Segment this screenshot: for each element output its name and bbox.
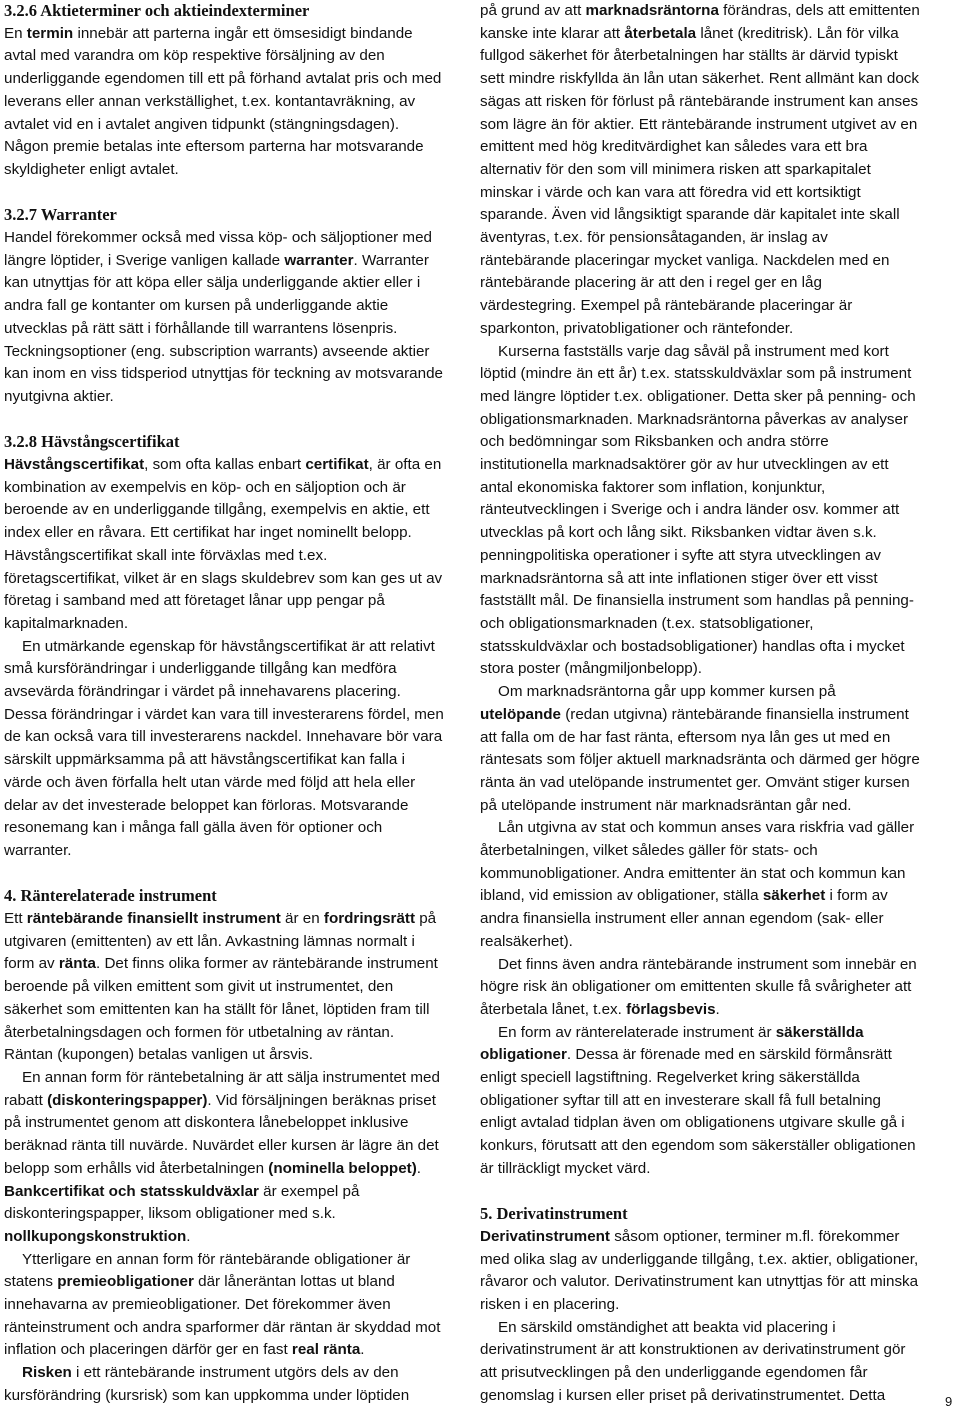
paragraph: Kurserna fastställs varje dag såväl på instrument med kort löptid (mindre än ett år) t.ex. statsskuldväxlar som på instrument med längre löptider t.ex. obligationer. Detta sker på penning- och obligationsmarknaden. Marknadsräntorna påverkas av analyser och bedömningar som Riksbanken och andra större institutionella marknadsaktörer gör av hur utvecklingen av ett antal ekonomiska faktorer som inflation, konjunktur, ränteutvecklingen i Sverige och i andra länder osv. kommer att utvecklas på kort och lång sikt. Riksbanken vidtar även s.k. penningpolitiska operationer i syfte att styra utvecklingen av marknadsräntorna så att inte inflationen stiger över ett visst fastställt mål. De finansiella instrument som handlas på penning- och obligationsmarknaden (t.ex. statsobligationer, statsskuldväxlar och bostadsobligationer) handlas ofta i mycket stora poster (mångmiljonbelopp). xyxy=(480,342,916,678)
bold-term: Hävstångscertifikat xyxy=(4,456,145,474)
right-column xyxy=(480,0,920,1408)
paragraph: En form av ränterelaterade instrument är säkerställda obligationer. Dessa är förenade med en särskild förmånsrätt enligt speciell lagstiftning. Regelverket kring säkerställda obligationer syftar till att en investerare skall få full betalning enligt avtalad tidplan även om obligationens utgivare skulle gå i konkurs, förutsatt att den egendom som säkerställer obligationen är tillräckligt mycket värd. xyxy=(480,1023,916,1177)
bold-term: (diskonteringspapper) xyxy=(47,1091,208,1109)
bold-term: real ränta xyxy=(291,1341,361,1359)
bold-term: (nominella beloppet) xyxy=(268,1159,417,1177)
paragraph: Hävstångscertifikat, som ofta kallas enbart certifikat, är ofta en kombination av exempelvis en köp- och en säljoption och är beroende av en underliggande tillgång, exempelvis en aktie, ett index eller en råvara. Ett certifikat har inget nominellt belopp. Hävstångscertifikat skall inte förväxlas med t.ex. företagscertifikat, vilket är en slags skuldebrev som kan ges ut av företag i samband med att företaget lånar upp pengar på kapitalmarknaden. xyxy=(4,456,443,632)
bold-term: säkerhet xyxy=(762,887,826,905)
bold-term: Bankcertifikat och statsskuldväxlar xyxy=(4,1182,259,1200)
bold-term: utelöpande xyxy=(480,705,562,723)
heading-3-2-8: 3.2.8 Hävstångscertifikat xyxy=(4,432,180,452)
bold-term: Derivatinstrument xyxy=(480,1227,610,1245)
paragraph: En utmärkande egenskap för hävstångscertifikat är att relativt små kursförändringar i underliggande tillgång kan medföra avsevärda förändringar i värdet på innehavarens placering. Dessa förändringar i värdet kan vara till investerarens fördel, men de kan också vara till investerarens nackdel. Innehavare bör vara särskilt uppmärksamma på att hävstångscertifikat kan falla i värde och även förfalla helt utan värde med följd att hela eller delar av det investerade beloppet kan förloras. Motsvarande resonemang kan i många fall gälla även för optioner och warranter. xyxy=(4,637,444,859)
bold-term: ränta xyxy=(58,955,96,973)
bold-term: termin xyxy=(26,24,74,42)
bold-term: återbetala xyxy=(624,24,697,42)
paragraph: Derivatinstrument såsom optioner, terminer m.fl. förekommer med olika slag av underliggande tillgång, t.ex. aktier, obligationer, råvaror och valutor. Derivatinstrument kan utnyttjas för att minska risken i en placering. xyxy=(480,1227,919,1314)
heading-4: 4. Ränterelaterade instrument xyxy=(4,886,217,906)
paragraph: En termin innebär att parterna ingår ett ömsesidigt bindande avtal med varandra om köp respektive försäljning av den underliggande egendomen till ett på förhand avtalat pris och med leverans eller annan verkställighet, t.ex. kontantavräkning, av avtalet vid en i avtalet angiven tidpunkt (stängningsdagen). Någon premie betalas inte eftersom parterna har motsvarande skyldigheter enligt avtalet. xyxy=(4,24,442,178)
bold-term: marknadsräntorna xyxy=(585,2,719,19)
bold-term: säkerställda obligationer xyxy=(480,1023,864,1064)
heading-3-2-6: 3.2.6 Aktieterminer och aktieindexterminer xyxy=(4,1,310,20)
paragraph: på grund av att marknadsräntorna förändras, dels att emittenten kanske inte klarar att återbetala lånet (kreditrisk). Lån för vilka fullgod säkerhet för återbetalningen har ställts är därvid typiskt sett mindre riskfyllda än lån utan säkerhet. Rent allmänt kan dock sägas att risken för förlust på räntebärande instrument kan anses som lägre än för aktier. Ett räntebärande instrument utgivet av en emittent med hög kreditvärdighet kan således vara ett bra alternativ för den som vill minimera risken att sparkapitalet minskar i värde och kan vara att föredra vid ett kortsiktigt sparande. Även vid långsiktigt sparande där kapitalet inte skall äventyras, t.ex. för pensionsåtaganden, är inslag av räntebärande placeringar mycket vanliga. Nackdelen med en räntebärande placering är att den i regel ger en låg värdestegring. Exempel på räntebärande placeringar är sparkonton, privatobligationer och räntefonder. xyxy=(480,2,920,337)
paragraph: Lån utgivna av stat och kommun anses vara riskfria vad gäller återbetalningen, vilket således gäller för stats- och kommunobligationer. Andra emittenter än stat och kommun kan ibland, vid emission av obligationer, ställa säkerhet i form av andra finansiella instrument eller annan egendom (sak- eller realsäkerhet). xyxy=(480,819,915,950)
paragraph: Om marknadsräntorna går upp kommer kursen på utelöpande (redan utgivna) räntebärande finansiella instrument att falla om de har fast ränta, eftersom nya lån ges ut med en räntesats som följer aktuell marknadsränta och därmed ger högre ränta än vad utelöpande instrumentet ger. Omvänt stiger kursen på utelöpande instrument när marknadsräntan går ned. xyxy=(480,683,920,814)
bold-term: Risken xyxy=(22,1364,72,1382)
paragraph: Ett räntebärande finansiellt instrument är en fordringsrätt på utgivaren (emittenten) av ett lån. Avkastning lämnas normalt i form av ränta. Det finns olika former av räntebärande instrument beroende på vilken emittent som givit ut instrumentet, den säkerhet som emittenten kan ha ställt för lånet, löptiden fram till återbetalningsdagen och formen för utbetalning av räntan. Räntan (kupongen) betalas vanligen ut årsvis. xyxy=(4,910,438,1064)
bold-term: räntebärande finansiellt instrument xyxy=(26,910,281,928)
bold-term: warranter xyxy=(284,251,354,269)
page-number: 9 xyxy=(945,1394,953,1409)
heading-3-2-7: 3.2.7 Warranter xyxy=(4,205,117,225)
bold-term: fordringsrätt xyxy=(323,910,416,928)
paragraph: En särskild omständighet att beakta vid placering i derivatinstrument är att konstruktionen av derivatinstrument gör att prisutvecklingen på den underliggande egendomen får genomslag i kursen eller priset på derivatinstrumentet. Detta xyxy=(480,1318,906,1404)
bold-term: premieobligationer xyxy=(57,1273,194,1291)
bold-term: förlagsbevis xyxy=(626,1000,716,1018)
paragraph: Ytterligare en annan form för räntebärande obligationer är statens premieobligationer där låneräntan lottas ut bland innehavarna av premieobligationer. Det förekommer även ränteinstrument och andra sparformer där räntan är skyddad mot inflation och placeringen därför ger en fast real ränta. xyxy=(4,1250,441,1359)
heading-5: 5. Derivatinstrument xyxy=(480,1204,628,1224)
paragraph: Det finns även andra räntebärande instrument som innebär en högre risk än obligationer om emittenten skulle få svårigheter att återbetala lånet, t.ex. förlagsbevis. xyxy=(480,955,917,1018)
paragraph: Handel förekommer också med vissa köp- och säljoptioner med längre löptider, i Sverige vanligen kallade warranter. Warranter kan utnyttjas för att köpa eller sälja underliggande aktier eller i andra fall ge kontanter om kursen på underliggande aktie utvecklas på rätt sätt i förhållande till warrantens lösenpris. Teckningsoptioner (eng. subscription warrants) avseende aktier kan inom en viss tidsperiod utnyttjas för teckning av motsvarande nyutgivna aktier. xyxy=(4,229,443,405)
paragraph: En annan form för räntebetalning är att sälja instrumentet med rabatt (diskonteringspapper). Vid försäljningen beräknas priset på instrumentet genom att diskontera lånebeloppet inklusive beräknad ränta till nuvärde. Nuvärdet eller kursen är lägre än det belopp som erhålls vid återbetalningen (nominella beloppet). Bankcertifikat och statsskuldväxlar är exempel på diskonteringspapper, liksom obligationer med s.k. nollkupongskonstruktion. xyxy=(4,1069,440,1245)
paragraph: Risken i ett räntebärande instrument utgörs dels av den kursförändring (kursrisk) som kan uppkomma under löptiden xyxy=(4,1364,410,1404)
bold-term: certifikat xyxy=(305,456,369,474)
left-column xyxy=(4,0,444,1408)
bold-term: nollkupongskonstruktion xyxy=(4,1227,187,1245)
